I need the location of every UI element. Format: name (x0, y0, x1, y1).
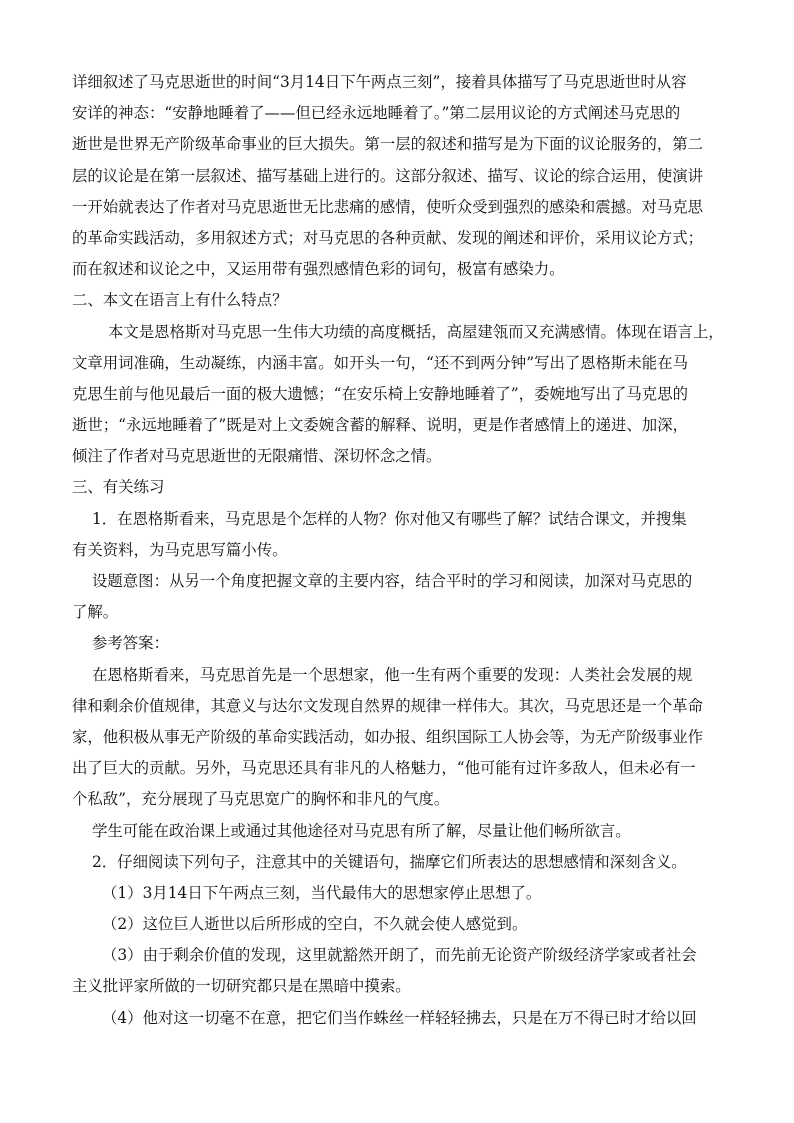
quoted-sentence: （1）3月14日下午两点三刻，当代最伟大的思想家停止思想了。 (102, 883, 542, 902)
paragraph-line: 逝世是世界无产阶级革命事业的巨大损失。第一层的叙述和描写是为下面的议论服务的，第二 (72, 135, 704, 154)
exercise-question: 2．仔细阅读下列句子，注意其中的关键语句，揣摩它们所表达的思想感情和深刻含义。 (92, 852, 687, 871)
design-intent-line: 设题意图：从另一个角度把握文章的主要内容，结合平时的学习和阅读，加深对马克思的 (92, 572, 693, 590)
exercise-question: 1．在恩格斯看来，马克思是个怎样的人物？你对他又有哪些了解？试结合课文，并搜集 (92, 509, 687, 528)
paragraph-line: 文章用词准确，生动凝练，内涵丰富。如开头一句，“还不到两分钟”写出了恩格斯未能在马 (72, 353, 688, 372)
paragraph-line: 安详的神态：“安静地睡着了——但已经永远地睡着了。”第二层用议论的方式阐述马克思的 (72, 104, 681, 123)
exercise-question: 有关资料，为马克思写篇小传。 (72, 540, 288, 559)
quoted-sentence: （3）由于剩余价值的发现，这里就豁然开朗了，而先前无论资产阶级经济学家或者社会 (102, 946, 697, 965)
answer-line: 家，他积极从事无产阶级的革命实践活动，如办报、组织国际工人协会等，为无产阶级事业作 (72, 727, 704, 746)
paragraph-line: 层的议论是在第一层叙述、描写基础上进行的。这部分叙述、描写、议论的综合运用，使演讲 (72, 166, 704, 185)
paragraph-line: 逝世；“永远地睡着了”既是对上文委婉含蓄的解释、说明，更是作者感情上的递进、加深， (72, 416, 688, 435)
paragraph-line: 倾注了作者对马克思逝世的无限痛惜、深切怀念之情。 (72, 447, 442, 466)
paragraph-line: 克思生前与他见最后一面的极大遗憾；“在安乐椅上安静地睡着了”，委婉地写出了马克思的 (72, 384, 688, 403)
answer-line: 个私敌”，充分展现了马克思宽广的胸怀和非凡的气度。 (72, 790, 450, 809)
section-heading: 二、本文在语言上有什么特点？ (72, 291, 288, 310)
design-intent-line: 了解。 (72, 603, 119, 622)
answer-line: 律和剩余价值规律，其意义与达尔文发现自然界的规律一样伟大。其次，马克思还是一个革命 (72, 696, 704, 715)
section-heading: 三、有关练习 (72, 478, 165, 497)
paragraph-line: 的革命实践活动，多用叙述方式；对马克思的各种贡献、发现的阐述和评价，采用议论方式； (72, 228, 704, 247)
paragraph-line: 而在叙述和议论之中，又运用带有强烈感情色彩的词句，极富有感染力。 (72, 260, 565, 279)
answer-label: 参考答案： (92, 634, 169, 653)
answer-line: 在恩格斯看来，马克思首先是一个思想家，他一生有两个重要的发现：人类社会发展的规 (92, 665, 693, 684)
quoted-sentence: （2）这位巨人逝世以后所形成的空白，不久就会使人感觉到。 (102, 915, 528, 934)
quoted-sentence: 主义批评家所做的一切研究都只是在黑暗中摸索。 (72, 977, 411, 996)
paragraph-line: 详细叙述了马克思逝世的时间“3月14日下午两点三刻”，接着具体描写了马克思逝世时从容 (72, 73, 687, 91)
quoted-sentence: （4）他对这一切毫不在意，把它们当作蛛丝一样轻轻拂去，只是在万不得已时才给以回 (102, 1008, 697, 1027)
answer-line: 出了巨大的贡献。另外，马克思还具有非凡的人格魅力，“他可能有过许多敌人，但未必有一 (72, 759, 696, 778)
answer-line: 学生可能在政治课上或通过其他途径对马克思有所了解，尽量让他们畅所欲言。 (92, 821, 631, 840)
paragraph-line: 一开始就表达了作者对马克思逝世无比悲痛的感情，使听众受到强烈的感染和震撼。对马克思 (72, 197, 704, 216)
paragraph-line: 本文是恩格斯对马克思一生伟大功绩的高度概括，高屋建瓴而又充满感情。体现在语言上， (108, 322, 724, 341)
document-body (72, 67, 724, 1034)
